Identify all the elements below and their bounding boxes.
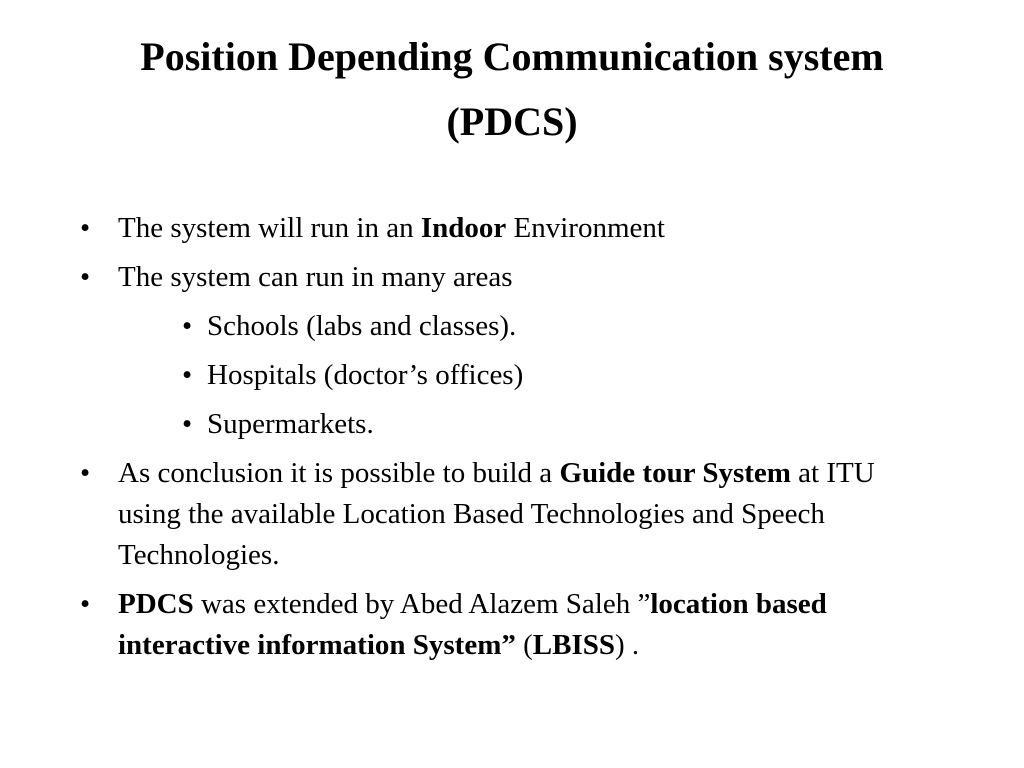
bullet-text: ( <box>515 629 533 661</box>
bullet-bold-text: location based interactive information System” <box>118 588 827 661</box>
sub-bullet-text: Hospitals (doctor’s offices) <box>207 359 524 391</box>
bullet-text: at ITU using the available Location Based Technologies and Speech Technologies. <box>118 457 875 571</box>
bullet-pdcs-extended <box>0 584 908 666</box>
sub-bullet-text: Schools (labs and classes). <box>207 310 517 342</box>
bullet-dot: • <box>182 359 193 391</box>
bullet-bold-text: PDCS <box>118 588 194 620</box>
bullet-dot: • <box>80 588 91 620</box>
bullet-text: was extended by Abed Alazem Saleh ” <box>193 588 651 620</box>
bullet-bold-text: Indoor <box>420 212 507 244</box>
bullet-dot: • <box>80 261 91 293</box>
sub-bullet-schools <box>0 306 967 347</box>
bullet-dot: • <box>80 457 91 489</box>
bullet-conclusion <box>0 453 908 576</box>
sub-bullet-text: Supermarkets. <box>207 408 374 440</box>
title-line-2: (PDCS) <box>446 99 578 144</box>
title-line-1: Position Depending Communication system <box>140 34 884 79</box>
bullet-indoor <box>0 208 908 249</box>
bullet-text: As conclusion it is possible to build a <box>118 457 560 489</box>
bullet-areas <box>0 257 908 298</box>
bullet-dot: • <box>80 212 91 244</box>
slide-body <box>0 208 1024 674</box>
slide-title <box>40 24 984 154</box>
bullet-text: ) . <box>615 629 640 661</box>
bullet-dot: • <box>182 408 193 440</box>
bullet-text: The system can run in many areas <box>118 261 513 293</box>
bullet-bold-text: LBISS <box>532 629 616 661</box>
bullet-text: The system will run in an <box>118 212 421 244</box>
bullet-bold-text: Guide tour System <box>559 457 791 489</box>
sub-bullet-hospitals <box>0 355 967 396</box>
sub-bullet-supermarkets <box>0 404 967 445</box>
bullet-dot: • <box>182 310 193 342</box>
bullet-text: Environment <box>506 212 665 244</box>
